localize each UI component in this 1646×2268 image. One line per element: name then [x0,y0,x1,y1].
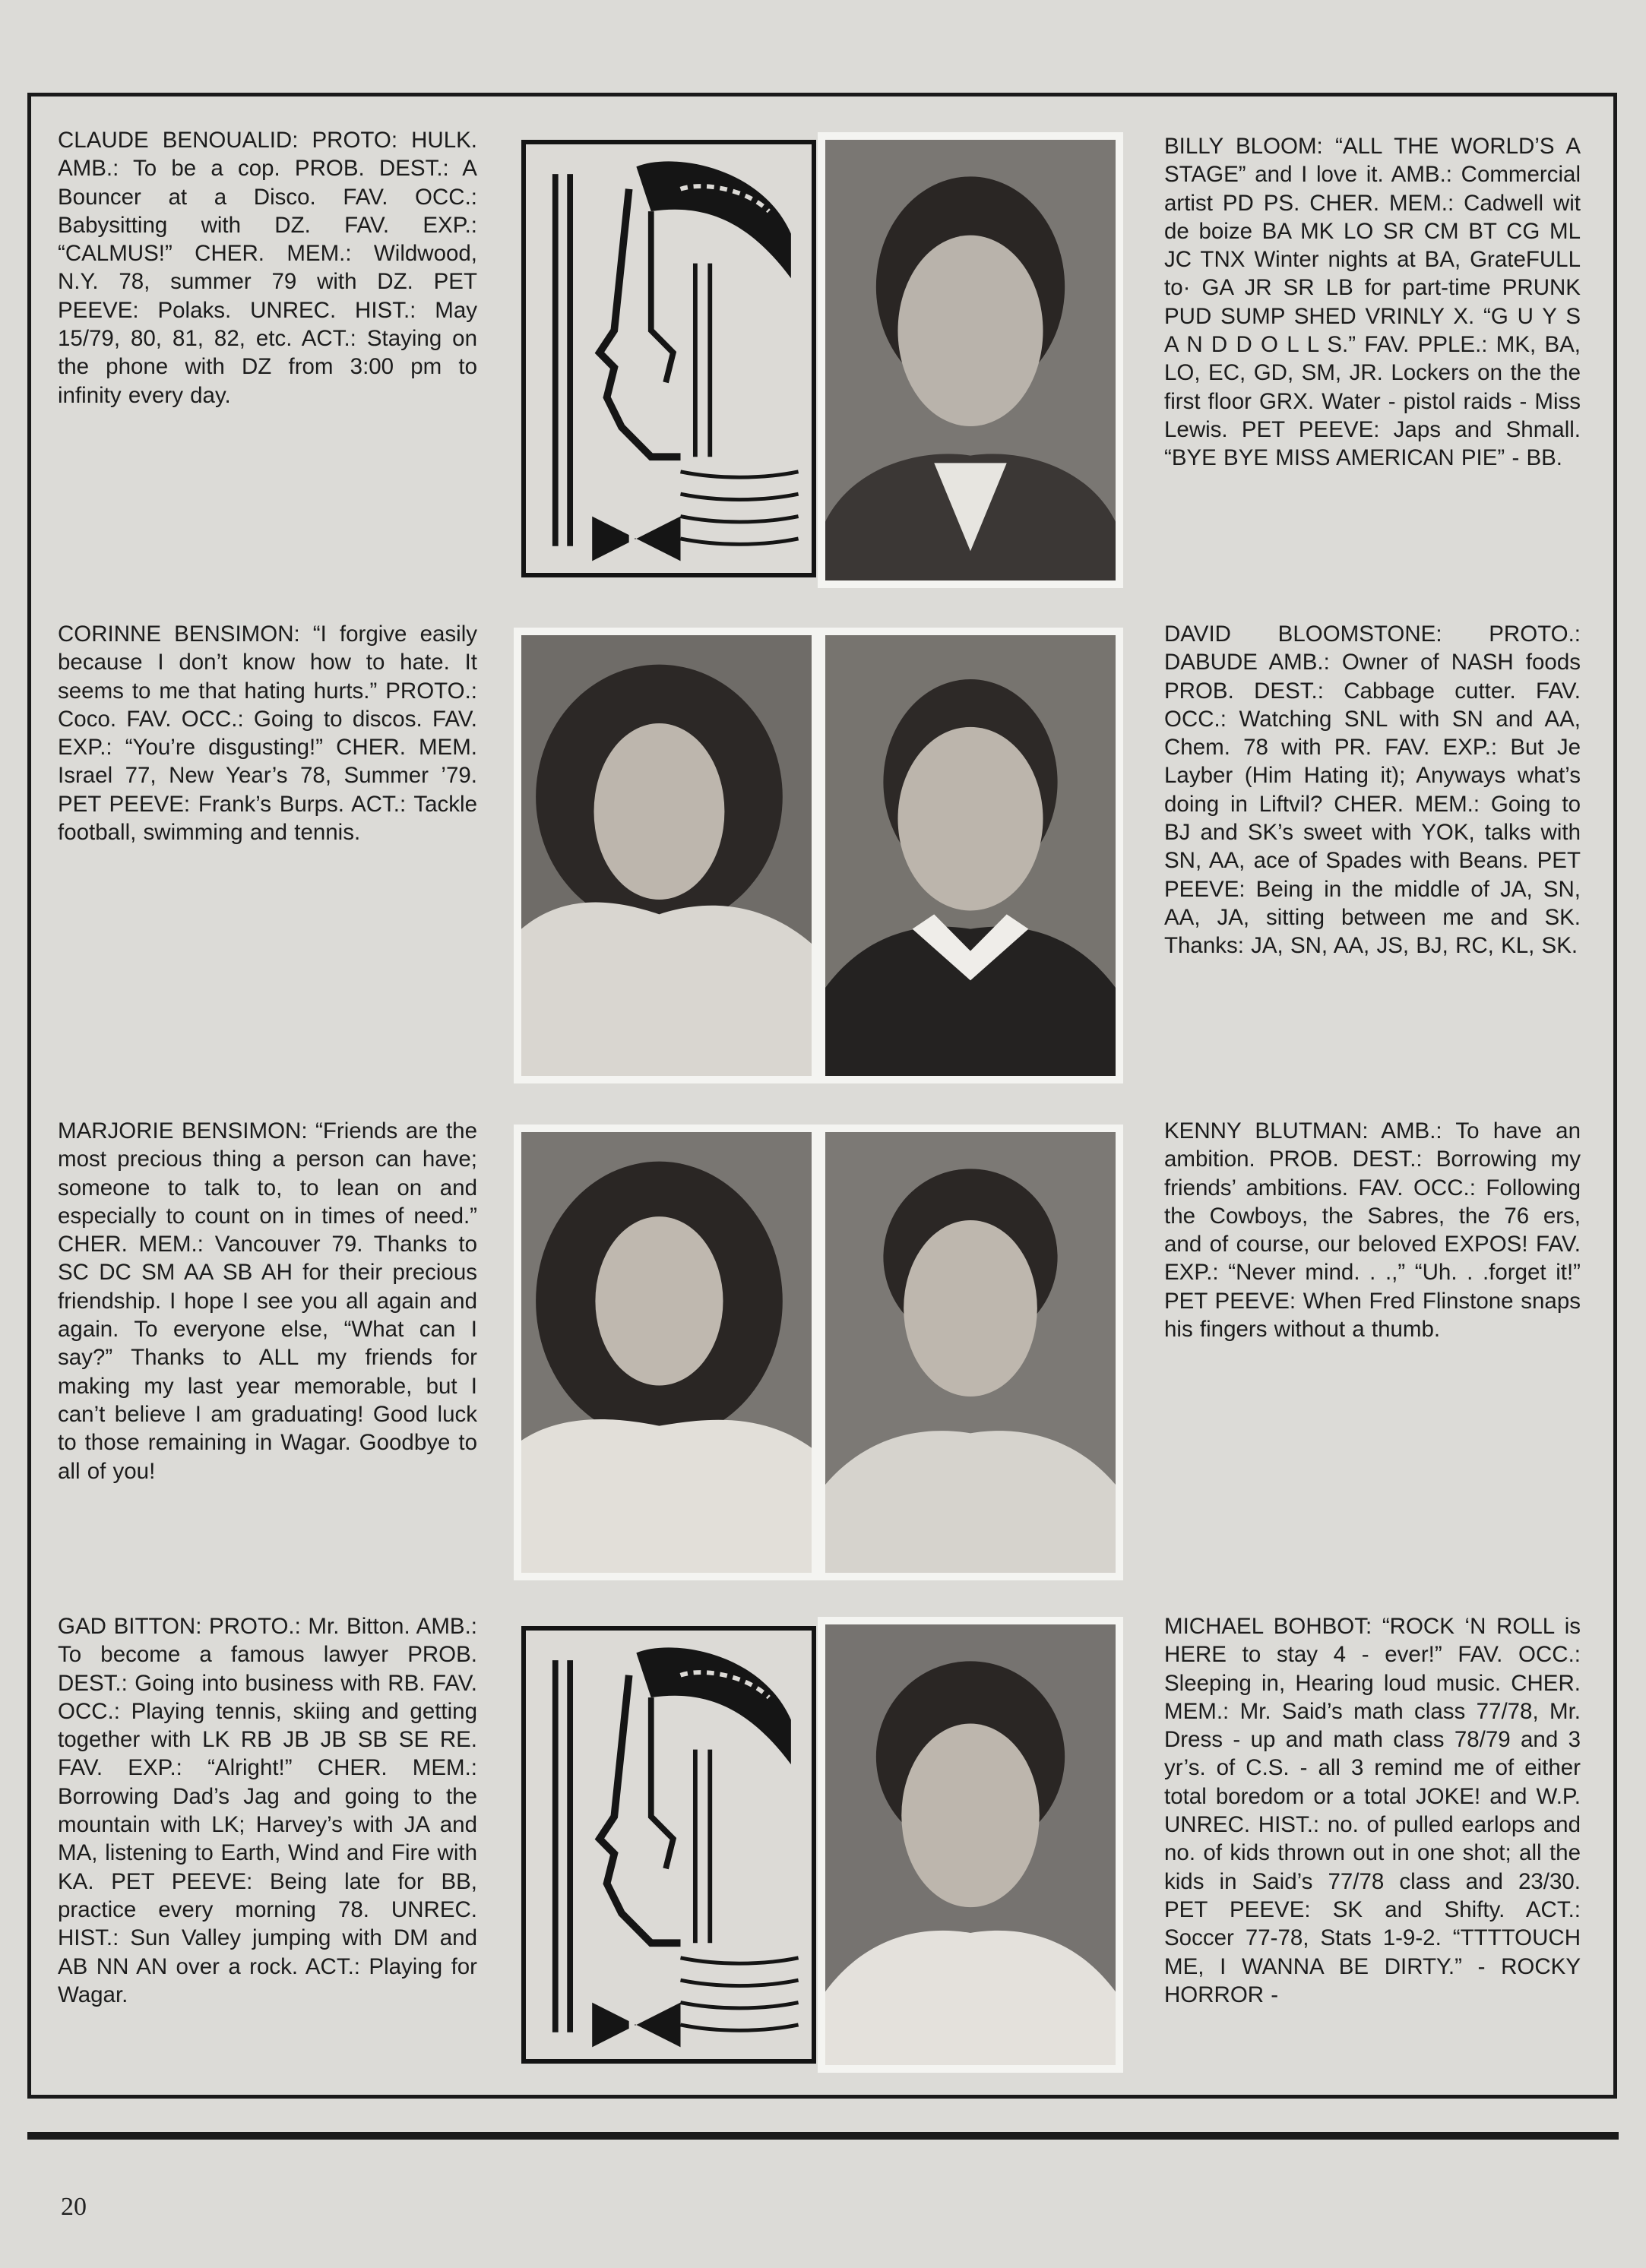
bio-michael-bohbot: MICHAEL BOHBOT: “ROCK ‘N ROLL is HERE to stay 4 - ever!” FAV. OCC.: Sleeping in, Hearing loud music. CHER. MEM.: Mr. Said’s math class 77/78, Mr. Dress - up and math class 78/79 and 3 yr’s. of C.S. - all 3 remind me of either total boredom or a total JOKE! and W.P. UNREC. HIST.: no. of pulled earlops and no. of kids thrown out in one shot; all the kids in Said’s 77/78 class and 23/30. PET PEEVE: SK and Shifty. ACT.: Soccer 77-78, Stats 1-9-2. “TTTTOUCH ME, I WANNA BE DIRTY.” - ROCKY HORROR - [1164,1614,1581,2007]
bio-marjorie-bensimon: MARJORIE BENSIMON: “Friends are the most precious thing a person can have; someone to talk to, to lean on and especially to count on in times of need.” CHER. MEM.: Vancouver 79. Thanks to SC DC SM AA SB AH for their precious friendship. I hope I see you all again and again. To everyone else, “What can I say?” Thanks to ALL my friends for making my last year memorable, but I can’t believe I am graduating! Good luck to those remaining in Wagar. Goodbye to all of you! [58,1118,477,1484]
bio-billy-bloom: BILLY BLOOM: “ALL THE WORLD’S A STAGE” and I love it. AMB.: Commercial artist PD PS. CHER. MEM.: Cadwell wit de boize BA MK LO SR CM BT CG ML JC TNX Winter nights at BA, GrateFULL to· GA JR SR LB for part-time PRUNK PUD SUMP SHED VRINLY X. “G U Y S A N D D O L L S.” FAV. PPLE.: MK, BA, LO, EC, GD, SM, JR. Lockers on the the first floor GRX. Water - pistol raids - Miss Lewis. PET PEEVE: Japs and Shmall. “BYE BYE MISS AMERICAN PIE” - BB. [1164,134,1581,471]
portrait-michael-bohbot [818,1617,1123,2073]
portrait-marjorie-bensimon [514,1125,819,1580]
portrait-kenny-blutman [818,1125,1123,1580]
footer-rule [27,2132,1619,2140]
bio-corinne-bensimon: CORINNE BENSIMON: “I forgive easily because I don’t know how to hate. It seems to me that hating hurts.” PROTO.: Coco. FAV. OCC.: Going to discos. FAV. EXP.: “You’re disgusting!” CHER. MEM. Israel 77, New Year’s 78, Summer ’79. PET PEEVE: Frank’s Burps. ACT.: Tackle football, swimming and tennis. [58,622,477,846]
bio-kenny-blutman: KENNY BLUTMAN: AMB.: To have an ambition. PROB. DEST.: Borrowing my friends’ ambitions. FAV. OCC.: Following the Cowboys, the Sabres, the 76 ers, and of course, our beloved EXPOS! FAV. EXP.: “Never mind. . .,” “Uh. . .forget it!” PET PEEVE: When Fred Flinstone snaps his fingers without a thumb. [1164,1118,1581,1343]
bio-david-bloomstone: DAVID BLOOMSTONE: PROTO.: DABUDE AMB.: Owner of NASH foods PROB. DEST.: Cabbage cutter. FAV. OCC.: Watching SNL with SN and AA, Chem. 78 with PR. FAV. EXP.: But Je Layber (Him Hating it); Anyways what’s doing in Liftvil? CHER. MEM.: Going to BJ and SK’s sweet with YOK, talks with SN, AA, ace of Spades with Beans. PET PEEVE: Being in the middle of JA, SN, AA, JA, sitting between me and SK. Thanks: JA, SN, AA, JS, BJ, RC, KL, SK. [1164,622,1581,959]
bio-claude-benoualid: CLAUDE BENOUALID: PROTO: HULK. AMB.: To be a cop. PROB. DEST.: A Bouncer at a Disco. FAV. OCC.: Babysitting with DZ. FAV. EXP.: “CALMUS!” CHER. MEM.: Wildwood, N.Y. 78, summer 79 with DZ. PET PEEVE: Polaks. UNREC. HIST.: May 15/79, 80, 81, 82, etc. ACT.: Staying on the phone with DZ from 3:00 pm to infinity every day. [58,128,477,408]
page-number: 20 [61,2193,87,2221]
portrait-corinne-bensimon [514,628,819,1083]
no-photo-placeholder [521,140,816,577]
portrait-david-bloomstone [818,628,1123,1083]
portrait-billy-bloom [818,132,1123,588]
bio-gad-bitton: GAD BITTON: PROTO.: Mr. Bitton. AMB.: To become a famous lawyer PROB. DEST.: Going into business with RB. FAV. OCC.: Playing tennis, skiing and getting together with LK RB JB JB SB SE RE. FAV. EXP.: “Alright!” CHER. MEM.: Borrowing Dad’s Jag and going to the mountain with LK; Harvey’s with JA and MA, listening to Earth, Wind and Fire with KA. PET PEEVE: Being late for BB, practice every morning 78. UNREC. HIST.: Sun Valley jumping with DM and AB NN AN over a rock. ACT.: Playing for Wagar. [58,1614,477,2007]
no-photo-placeholder [521,1626,816,2064]
